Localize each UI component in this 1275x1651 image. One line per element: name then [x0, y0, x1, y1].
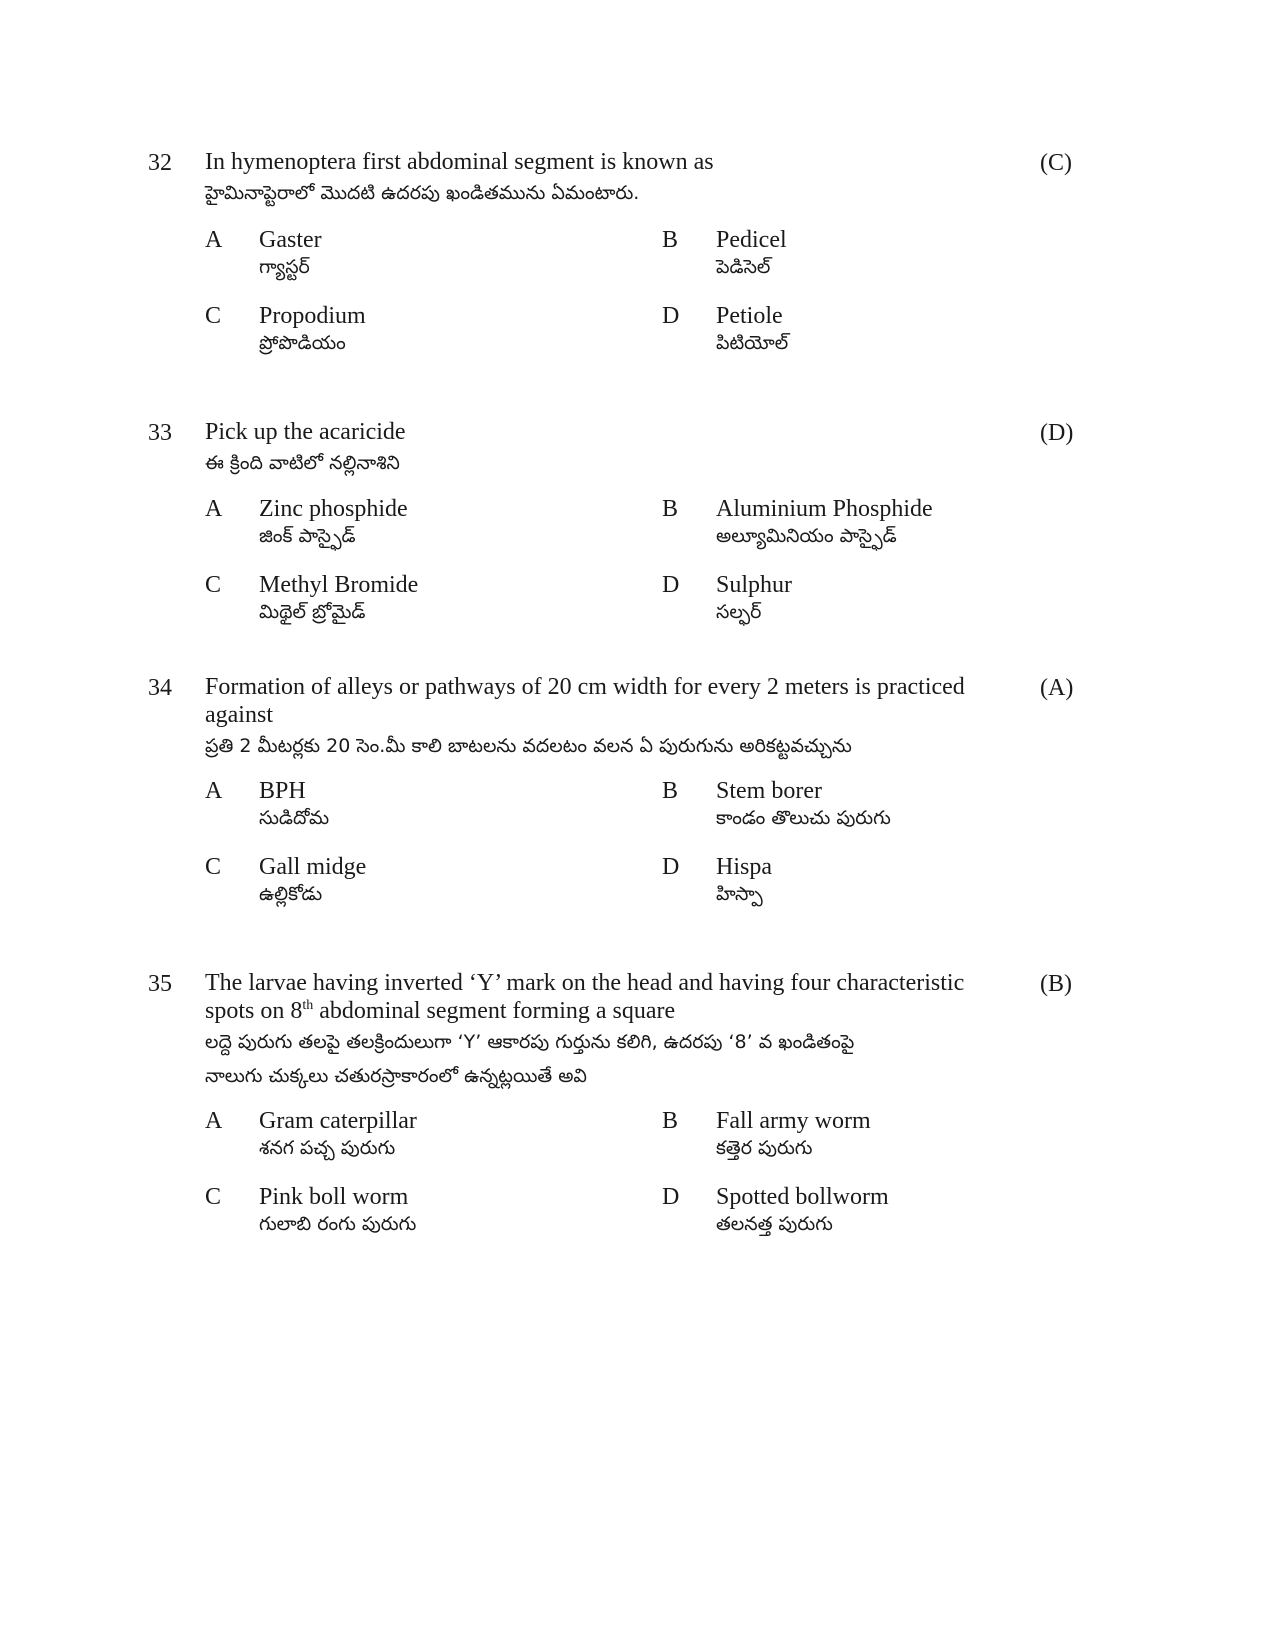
question-text-english-line2	[205, 997, 1005, 1025]
option-text-telugu: గ్యాస్టర్	[259, 256, 310, 278]
option-text-english: Gram caterpillar	[259, 1108, 417, 1134]
answer-key: (A)	[1040, 675, 1074, 701]
option-text-english: Hispa	[716, 854, 772, 880]
question-number: 32	[148, 150, 172, 176]
option-text-telugu: ఉల్లికోడు	[259, 883, 323, 905]
option-letter: D	[662, 572, 680, 598]
question-text-telugu-line1: లద్దె పురుగు తలపై తలక్రిందులుగా ‘Y’ ఆకారపు గుర్తును కలిగి, ఉదరపు ‘8’ వ ఖండితంపై	[205, 1031, 855, 1053]
question-text-telugu: ప్రతి 2 మీటర్లకు 20 సెం.మీ కాలి బాటలను వదలటం వలన ఏ పురుగును అరికట్టవచ్చును	[205, 735, 852, 757]
ordinal-superscript: th	[302, 998, 314, 1013]
option-text-telugu: హిస్పా	[716, 883, 763, 905]
option-text-telugu: కత్తెర పురుగు	[716, 1137, 813, 1159]
question-text-english-line2-start: spots on 8	[205, 998, 303, 1024]
option-text-english: Methyl Bromide	[259, 572, 419, 598]
option-text-telugu: సుడిదోమ	[259, 807, 330, 829]
option-letter: C	[205, 854, 222, 880]
option-letter: D	[662, 854, 680, 880]
option-letter: D	[662, 303, 680, 329]
option-letter: C	[205, 1184, 222, 1210]
question-number: 35	[148, 971, 172, 997]
option-text-english: BPH	[259, 778, 306, 804]
option-letter: B	[662, 1108, 679, 1134]
question-text-english: Pick up the acaricide	[205, 419, 406, 445]
option-text-english: Fall army worm	[716, 1108, 871, 1134]
option-text-english: Gaster	[259, 227, 322, 253]
option-letter: B	[662, 227, 679, 253]
option-text-telugu: మిథైల్ బ్రోమైడ్	[259, 601, 366, 623]
option-text-english: Sulphur	[716, 572, 793, 598]
option-text-english: Pedicel	[716, 227, 787, 253]
option-text-telugu: అల్యూమినియం పాస్ఫైడ్	[716, 525, 897, 547]
question-text	[205, 969, 1005, 1093]
option-text-telugu: జింక్ పాస్ఫైడ్	[259, 525, 356, 547]
question-text-telugu-line2: నాలుగు చుక్కలు చతురస్రాకారంలో ఉన్నట్లయితే అవి	[205, 1065, 587, 1087]
option-text-english: Aluminium Phosphide	[716, 496, 933, 522]
option-letter: B	[662, 496, 679, 522]
question-text-telugu: ఈ క్రింది వాటిలో నల్లినాశిని	[205, 452, 400, 474]
option-text-english: Pink boll worm	[259, 1184, 409, 1210]
option-text-english: Gall midge	[259, 854, 367, 880]
option-text-telugu: తలనత్త పురుగు	[716, 1213, 833, 1235]
question-text-english: In hymenoptera first abdominal segment is known as	[205, 149, 714, 175]
question-text	[205, 673, 995, 763]
option-letter: C	[205, 572, 222, 598]
option-text-english: Propodium	[259, 303, 366, 329]
option-letter: A	[205, 778, 223, 804]
answer-key: (D)	[1040, 420, 1074, 446]
option-text-english: Zinc phosphide	[259, 496, 408, 522]
option-text-english: Petiole	[716, 303, 783, 329]
option-text-telugu: కాండం తొలుచు పురుగు	[716, 807, 891, 829]
question-text-english-line1: The larvae having inverted ‘Y’ mark on the head and having four characteristic	[205, 970, 965, 996]
question-number: 34	[148, 675, 172, 701]
option-letter: D	[662, 1184, 680, 1210]
option-text-telugu: శనగ పచ్చ పురుగు	[259, 1137, 396, 1159]
option-letter: B	[662, 778, 679, 804]
option-text-telugu: సల్ఫర్	[716, 601, 762, 623]
question-number: 33	[148, 420, 172, 446]
option-letter: C	[205, 303, 222, 329]
option-text-telugu: పెడిసెల్	[716, 256, 771, 278]
answer-key: (C)	[1040, 150, 1072, 176]
option-text-telugu: ప్రోపొడియం	[259, 332, 346, 354]
option-text-english: Spotted bollworm	[716, 1184, 889, 1210]
question-text-english: Formation of alleys or pathways of 20 cm width for every 2 meters is practiced against	[205, 674, 965, 728]
option-letter: A	[205, 1108, 223, 1134]
option-letter: A	[205, 496, 223, 522]
option-text-english: Stem borer	[716, 778, 822, 804]
option-text-telugu: పిటియోల్	[716, 332, 789, 354]
question-text-telugu: హైమినాప్టెరాలో మొదటి ఉదరపు ఖండితమును ఏమంటారు.	[205, 182, 640, 204]
option-text-telugu: గులాబి రంగు పురుగు	[259, 1213, 417, 1235]
question-text-english-line2-end: abdominal segment forming a square	[313, 998, 676, 1024]
option-letter: A	[205, 227, 223, 253]
question-text	[205, 148, 1005, 210]
question-text	[205, 418, 1005, 480]
answer-key: (B)	[1040, 971, 1072, 997]
